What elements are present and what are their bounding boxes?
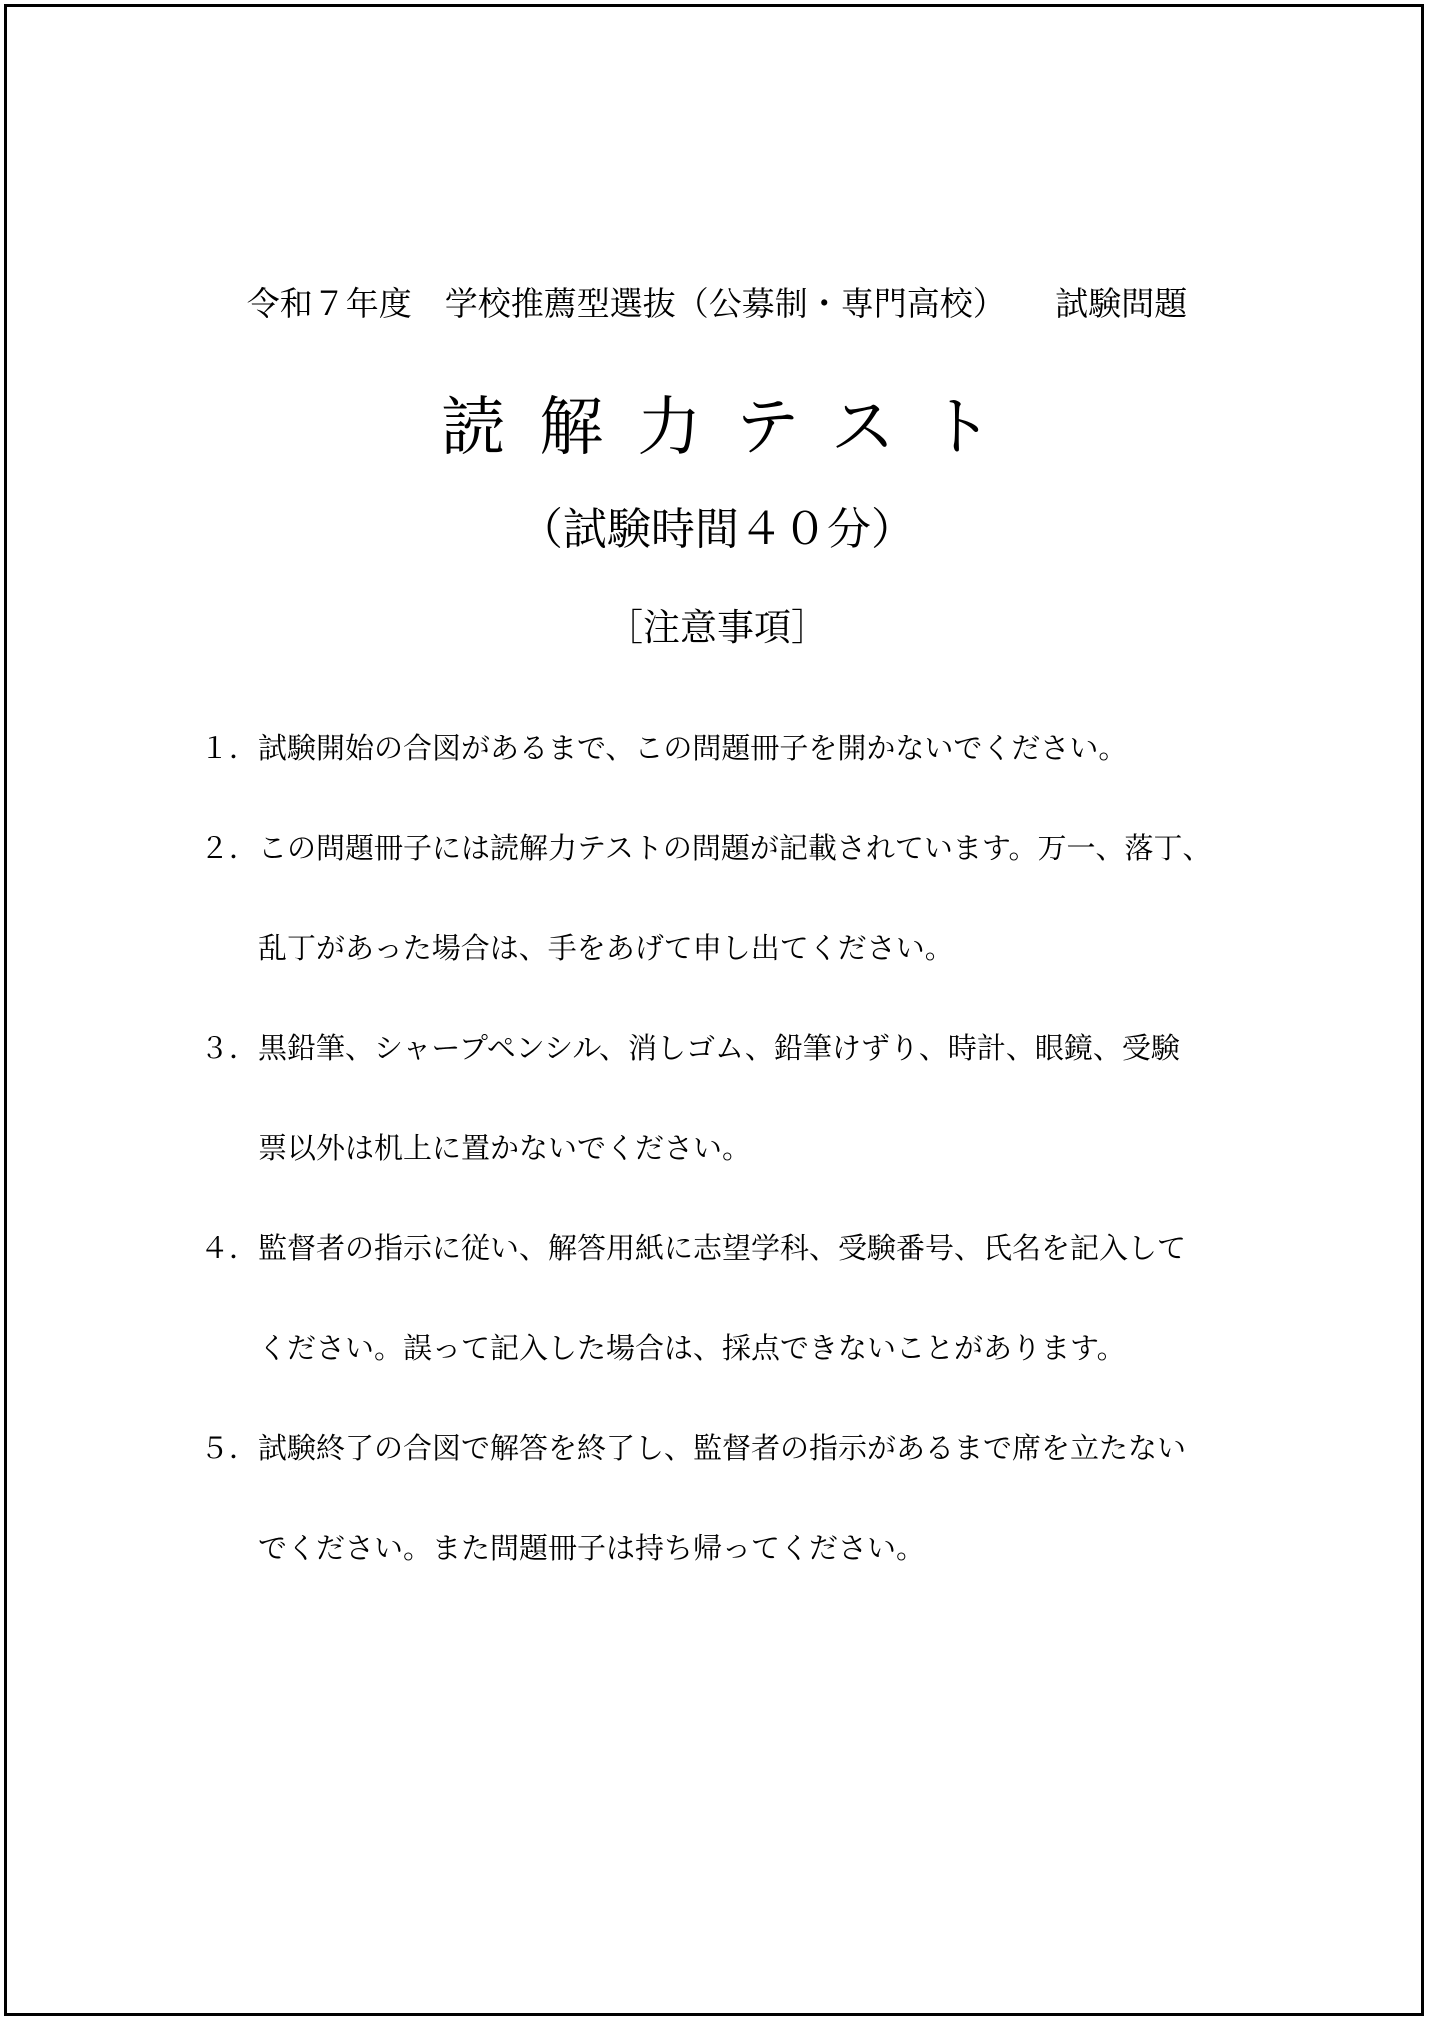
note-2-text-2: 乱丁があった場合は、手をあげて申し出てください。	[258, 931, 954, 965]
note-5-number: ５．	[200, 1431, 259, 1465]
note-1-line-1	[200, 728, 1127, 768]
note-3-line-1	[200, 1028, 1180, 1068]
note-5-text-1: 試験終了の合図で解答を終了し、監督者の指示があるまで席を立たない	[258, 1431, 1187, 1465]
note-3-text-2: 票以外は机上に置かないでください。	[258, 1131, 752, 1165]
note-3-line-2	[200, 1128, 751, 1168]
note-3-number: ３．	[200, 1031, 259, 1065]
exam-header: 令和７年度 学校推薦型選抜（公募制・専門高校） 試験問題	[246, 284, 1188, 323]
note-4-line-2	[200, 1328, 1126, 1368]
note-2-line-2	[200, 928, 954, 968]
notes-heading: ［注意事項］	[606, 606, 828, 649]
note-4-line-1	[200, 1228, 1186, 1268]
note-2-text-1: この問題冊子には読解力テストの問題が記載されています。万一、落丁、	[258, 831, 1212, 865]
page-title: 読解力テスト	[441, 391, 1027, 465]
note-2-number: ２．	[200, 831, 259, 865]
note-5-line-2	[200, 1528, 925, 1568]
note-4-text-1: 監督者の指示に従い、解答用紙に志望学科、受験番号、氏名を記入して	[258, 1231, 1187, 1265]
note-3-text-1: 黒鉛筆、シャープペンシル、消しゴム、鉛筆けずり、時計、眼鏡、受験	[258, 1031, 1180, 1065]
note-1-number: １．	[200, 731, 259, 765]
note-4-text-2: ください。誤って記入した場合は、採点できないことがあります。	[258, 1331, 1126, 1365]
note-2-line-1	[200, 828, 1212, 868]
exam-duration: （試験時間４０分）	[519, 504, 915, 555]
note-5-text-2: でください。また問題冊子は持ち帰ってください。	[258, 1531, 926, 1565]
note-5-line-1	[200, 1428, 1186, 1468]
note-4-number: ４．	[200, 1231, 259, 1265]
note-1-text-1: 試験開始の合図があるまで、この問題冊子を開かないでください。	[258, 731, 1128, 765]
